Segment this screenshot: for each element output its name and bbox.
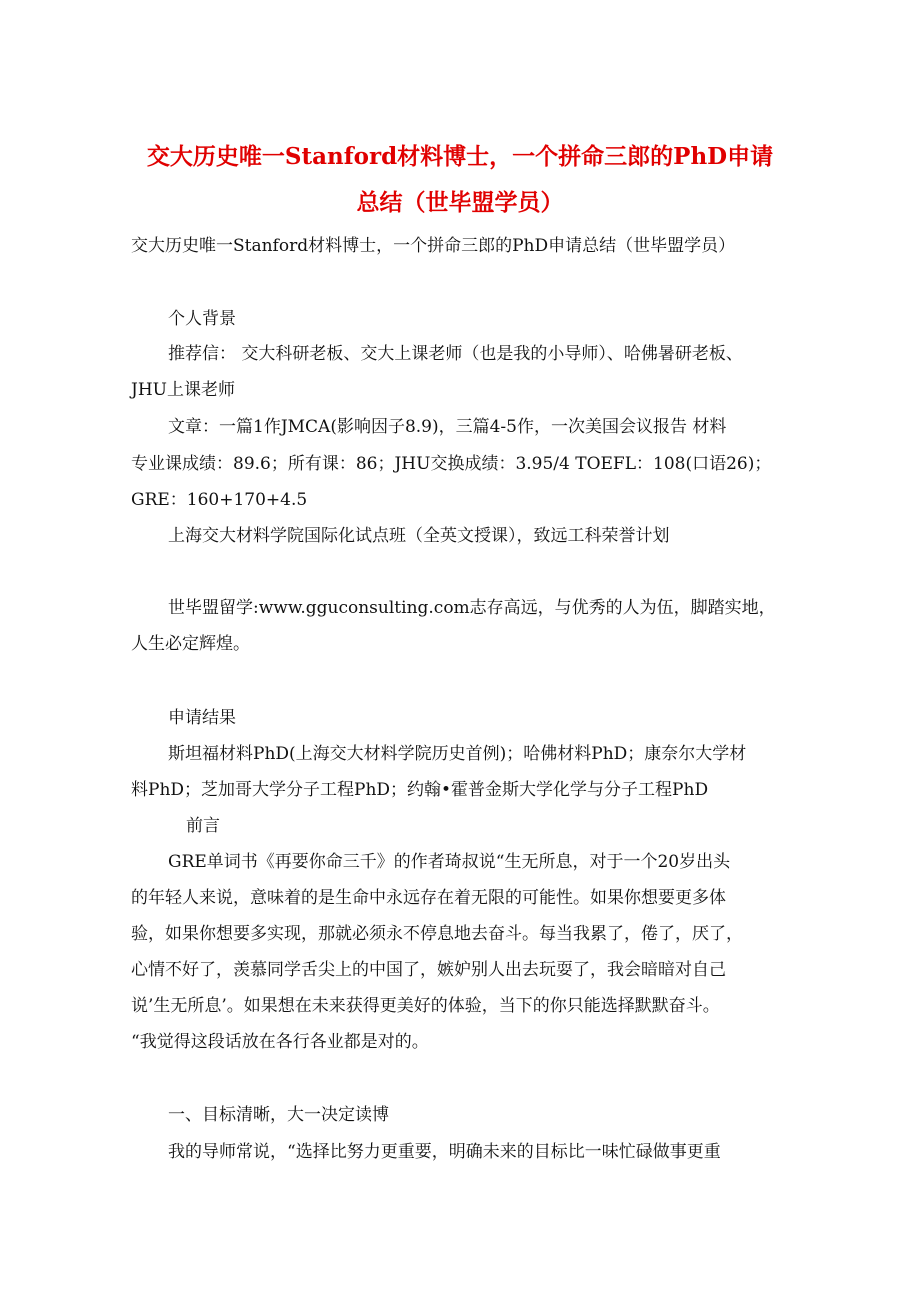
preface-heading: 前言 [186, 816, 220, 836]
rec-letters-line-1: 推荐信： 交大科研老板、交大上课老师（也是我的小导师）、哈佛暑研老板、 [168, 344, 743, 364]
title-line-2: 总结（世毕盟学员） [356, 189, 564, 216]
rec-letters-line-2: JHU上课老师 [131, 380, 235, 400]
papers-line-3: GRE：160+170+4.5 [131, 490, 308, 510]
papers-line-2: 专业课成绩：89.6；所有课：86；JHU交换成绩：3.95/4 TOEFL：108(口语26)； [131, 454, 772, 474]
preface-line-6: “我觉得这段话放在各行各业都是对的。 [131, 1032, 429, 1052]
papers-line-1: 文章：一篇1作JMCA(影响因子8.9)，三篇4-5作，一次美国会议报告 材料 [168, 417, 727, 437]
section1-heading: 一、目标清晰，大一决定读博 [168, 1105, 389, 1125]
results-line-2: 料PhD；芝加哥大学分子工程PhD；约翰•霍普金斯大学化学与分子工程PhD [131, 780, 709, 800]
preface-line-1: GRE单词书《再要你命三千》的作者琦叔说“生无所息，对于一个20岁出头 [168, 852, 731, 872]
preface-line-4: 心情不好了，羡慕同学舌尖上的中国了，嫉妒别人出去玩耍了，我会暗暗对自己 [131, 960, 726, 980]
ad-line-1: 世毕盟留学:www.gguconsulting.com志存高远，与优秀的人为伍，脚踏实地， [168, 598, 776, 618]
preface-line-5: 说’生无所息’。如果想在未来获得更美好的体验，当下的你只能选择默默奋斗。 [131, 996, 720, 1016]
section1-line-1: 我的导师常说，“选择比努力更重要，明确未来的目标比一味忙碌做事更重 [168, 1142, 721, 1162]
results-heading: 申请结果 [168, 708, 236, 728]
title-line-1: 交大历史唯一Stanford材料博士，一个拼命三郎的PhD申请 [146, 143, 774, 170]
preface-line-2: 的年轻人来说，意味着的是生命中永远存在着无限的可能性。如果你想要更多体 [131, 888, 726, 908]
preface-line-3: 验，如果你想要多实现，那就必须永不停息地去奋斗。每当我累了，倦了，厌了， [131, 924, 743, 944]
program-line: 上海交大材料学院国际化试点班（全英文授课），致远工科荣誉计划 [168, 526, 670, 546]
ad-line-2: 人生必定辉煌。 [131, 634, 250, 654]
document-title [120, 134, 800, 226]
background-heading: 个人背景 [168, 309, 236, 329]
subtitle-line: 交大历史唯一Stanford材料博士，一个拼命三郎的PhD申请总结（世毕盟学员） [131, 236, 736, 256]
results-line-1: 斯坦福材料PhD(上海交大材料学院历史首例)；哈佛材料PhD；康奈尔大学材 [168, 744, 747, 764]
